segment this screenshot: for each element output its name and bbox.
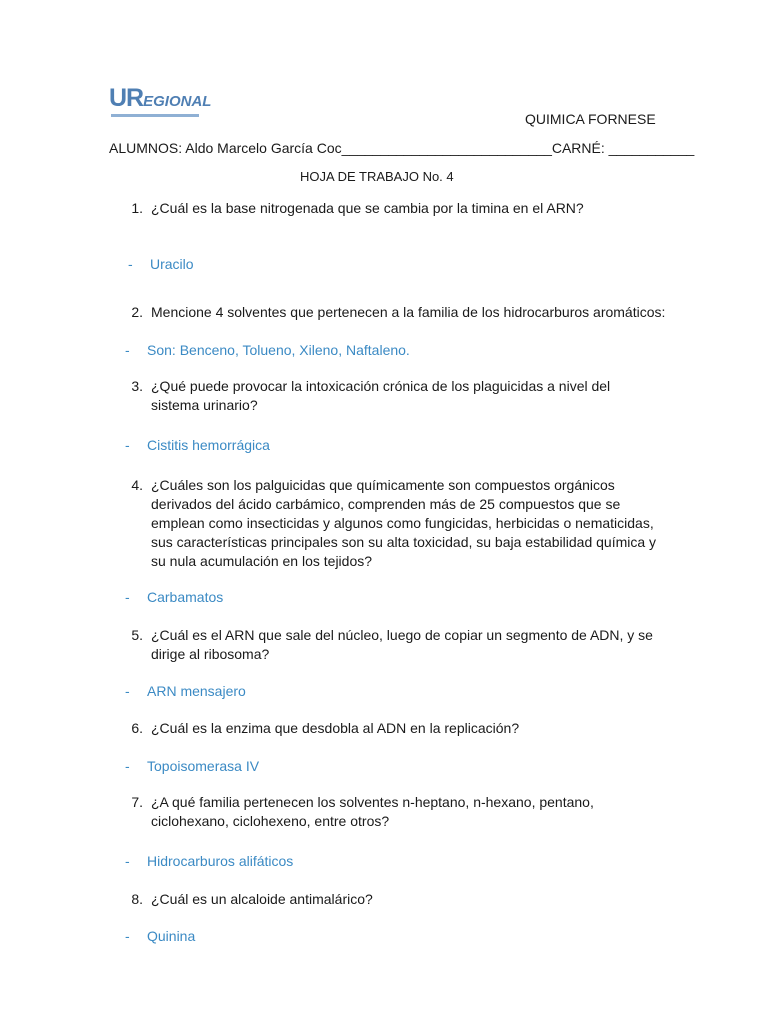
logo-tagline-graphic	[111, 112, 199, 119]
answer-dash: -	[125, 683, 130, 699]
answer-text: Son: Benceno, Tolueno, Xileno, Naftaleno.	[147, 342, 410, 358]
answer-text: Uracilo	[150, 256, 194, 272]
question-text: ¿Cuál es un alcaloide antimalárico?	[151, 891, 373, 907]
logo-rest: EGIONAL	[143, 93, 212, 110]
question-number: 2.	[131, 304, 143, 320]
answer-item	[125, 341, 410, 360]
answer-dash: -	[125, 853, 130, 869]
question-text: ¿Cuál es la enzima que desdobla al ADN en la replicación?	[151, 720, 520, 736]
question-number: 4.	[131, 477, 143, 493]
question-text: ¿A qué familia pertenecen los solventes n-heptano, n-hexano, pentano, ciclohexano, ciclohexeno, entre otros?	[151, 794, 594, 829]
answer-item	[125, 927, 195, 946]
question-number: 5.	[131, 627, 143, 643]
answer-item	[125, 757, 259, 776]
answer-text: Carbamatos	[147, 589, 224, 605]
answer-dash: -	[125, 437, 130, 453]
answer-item	[128, 255, 194, 274]
answer-dash: -	[125, 589, 130, 605]
logo-wordmark	[109, 86, 211, 111]
question-text: ¿Cuáles son los palguicidas que químicamente son compuestos orgánicos derivados del ácido carbámico, comprenden más de 25 compuestos que se emplean como insecticidas y algunos como fungicidas, herbicidas o nematicidas, sus características principales son su alta toxicidad, su baja estabilidad química y su nula acumulación en los tejidos?	[151, 477, 657, 569]
answer-dash: -	[128, 256, 133, 272]
question-number: 1.	[131, 200, 143, 216]
answer-text: Topoisomerasa IV	[147, 758, 260, 774]
answer-item	[125, 588, 223, 607]
question-text: ¿Qué puede provocar la intoxicación crónica de los plaguicidas a nivel del sistema urinario?	[151, 378, 611, 413]
answer-text: Quinina	[147, 928, 196, 944]
answer-item	[125, 682, 246, 701]
worksheet-title: HOJA DE TRABAJO No. 4	[300, 169, 454, 184]
answer-item	[125, 436, 270, 455]
answer-text: Hidrocarburos alifáticos	[147, 853, 294, 869]
answer-dash: -	[125, 758, 130, 774]
question-number: 8.	[131, 891, 143, 907]
answer-text: ARN mensajero	[147, 683, 246, 699]
question-text: ¿Cuál es el ARN que sale del núcleo, luego de copiar un segmento de ADN, y se dirige al ribosoma?	[151, 627, 653, 662]
question-text: ¿Cuál es la base nitrogenada que se cambia por la timina en el ARN?	[151, 200, 584, 216]
uregional-logo	[109, 84, 212, 126]
answer-item	[125, 852, 293, 871]
answer-dash: -	[125, 928, 130, 944]
course-name: QUIMICA FORNESE	[525, 111, 656, 127]
logo-ur: UR	[109, 84, 144, 112]
answer-text: Cistitis hemorrágica	[147, 437, 270, 453]
question-number: 6.	[131, 720, 143, 736]
students-line: ALUMNOS: Aldo Marcelo García Coc___________________________CARNÉ: ___________	[109, 140, 695, 156]
question-number: 7.	[131, 794, 143, 810]
question-text: Mencione 4 solventes que pertenecen a la familia de los hidrocarburos aromáticos:	[151, 304, 666, 320]
question-number: 3.	[131, 378, 143, 394]
answer-dash: -	[125, 342, 130, 358]
